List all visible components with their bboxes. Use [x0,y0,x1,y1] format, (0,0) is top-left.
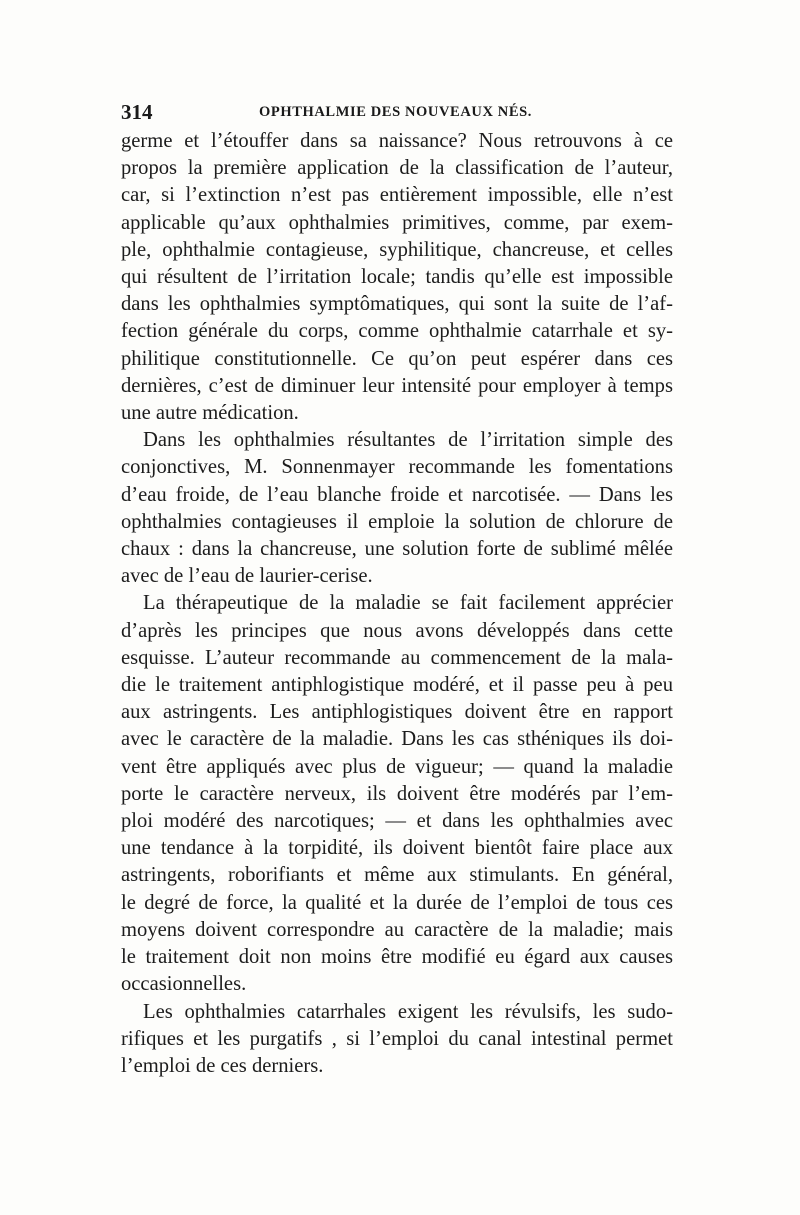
page-number: 314 [121,100,153,124]
paragraph-2 [121,427,673,590]
text-line: avec le caractère de la maladie. Dans les cas sthéniques ils doi- [121,728,673,751]
text-line: aux astringents. Les antiphlogistiques doivent être en rapport [121,701,673,724]
text-line: qui résultent de l’irritation locale; tandis qu’elle est impossible [121,266,673,289]
text-line: d’eau froide, de l’eau blanche froide et narcotisée. — Dans les [121,483,673,506]
text-line: ple, ophthalmie contagieuse, syphilitique, chancreuse, et celles [121,238,673,261]
text-line: Dans les ophthalmies résultantes de l’irritation simple des [143,429,673,452]
text-line: dernières, c’est de diminuer leur intensité pour employer à temps [121,374,673,397]
text-line: applicable qu’aux ophthalmies primitives, comme, par exem- [121,211,673,234]
text-line: Les ophthalmies catarrhales exigent les révulsifs, les sudo- [143,1000,673,1023]
text-line: germe et l’étouffer dans sa naissance? Nous retrouvons à ce [121,130,673,152]
running-head [121,100,673,128]
text-line: moyens doivent correspondre au caractère de la maladie; mais [121,918,673,941]
text-line: ploi modéré des narcotiques; — et dans les ophthalmies avec [121,810,673,833]
text-line: une tendance à la torpidité, ils doivent bientôt faire place aux [121,837,673,860]
text-line: car, si l’extinction n’est pas entièrement impossible, elle n’est [121,184,673,207]
text-line: propos la première application de la classification de l’auteur, [121,157,673,180]
paragraph-1 [121,128,673,427]
running-title: OPHTHALMIE DES NOUVEAUX NÉS. [259,104,532,120]
text-line: die le traitement antiphlogistique modéré, et il passe peu à peu [121,674,673,697]
text-line: porte le caractère nerveux, ils doivent être modérés par l’em- [121,782,673,805]
body-text [121,128,673,1080]
text-line: occasionnelles. [121,973,247,996]
text-line: l’emploi de ces derniers. [121,1054,324,1077]
text-line: vent être appliqués avec plus de vigueur; — quand la maladie [121,755,673,778]
text-line: le degré de force, la qualité et la durée de l’emploi de tous ces [121,891,673,914]
text-line: rifiques et les purgatifs , si l’emploi du canal intestinal permet [121,1027,673,1050]
text-line: d’après les principes que nous avons développés dans cette [121,619,673,642]
text-line: chaux : dans la chancreuse, une solution forte de sublimé mêlée [121,538,673,561]
paragraph-3 [121,590,673,998]
text-line: dans les ophthalmies symptômatiques, qui sont la suite de l’af- [121,293,673,316]
text-line: le traitement doit non moins être modifié eu égard aux causes [121,946,673,969]
text-line: avec de l’eau de laurier-cerise. [121,565,373,588]
text-line: fection générale du corps, comme ophthalmie catarrhale et sy- [121,320,673,343]
text-line: ophthalmies contagieuses il emploie la solution de chlorure de [121,510,673,533]
text-line: philitique constitutionnelle. Ce qu’on peut espérer dans ces [121,347,673,370]
text-line: conjonctives, M. Sonnenmayer recommande les fomentations [121,456,673,479]
text-line: une autre médication. [121,402,299,425]
text-line: esquisse. L’auteur recommande au commencement de la mala- [121,646,673,669]
text-line: La thérapeutique de la maladie se fait facilement apprécier [143,592,673,615]
paragraph-4 [121,999,673,1081]
text-line: astringents, roborifiants et même aux stimulants. En général, [121,864,673,887]
